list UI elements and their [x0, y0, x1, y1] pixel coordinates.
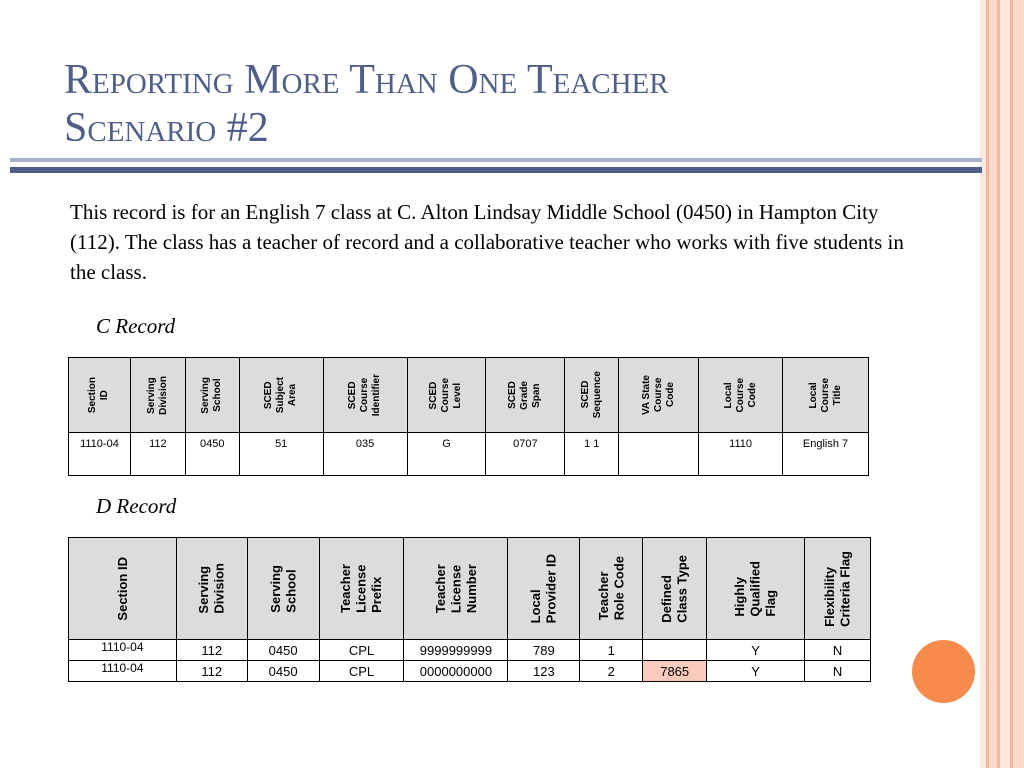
d-data-cell: CPL	[319, 640, 404, 661]
d-data-cell: 0450	[247, 661, 319, 682]
d-record-row	[69, 661, 871, 682]
d-header-cell: Section ID	[69, 538, 177, 640]
d-data-cell: 112	[176, 661, 247, 682]
d-record-table	[68, 537, 871, 682]
c-data-cell: English 7	[783, 433, 869, 476]
d-data-cell: 9999999999	[404, 640, 508, 661]
decorative-stripes	[980, 0, 1024, 768]
title-rule-light	[10, 158, 982, 162]
d-data-cell: CPL	[319, 661, 404, 682]
c-header-cell: SCED Course Identifier	[323, 358, 407, 433]
d-header-cell: Teacher License Number	[404, 538, 508, 640]
d-header-cell: Local Provider ID	[508, 538, 580, 640]
c-header-cell: SCED Sequence	[565, 358, 619, 433]
d-header-cell: Highly Qualified Flag	[707, 538, 805, 640]
scenario-description: This record is for an English 7 class at C. Alton Lindsay Middle School (0450) in Hampton City (112). The class has a teacher of record and a collaborative teacher who works with five students in the class.	[70, 200, 904, 284]
title-rule-dark	[10, 167, 982, 173]
slide-title-line2: Scenario #2	[64, 105, 269, 151]
d-data-cell: N	[805, 661, 871, 682]
decorative-orange-circle	[912, 640, 975, 703]
c-data-cell: 035	[323, 433, 407, 476]
c-header-cell: Local Course Title	[783, 358, 869, 433]
d-data-cell: 0450	[247, 640, 319, 661]
d-header-cell: Flexibility Criteria Flag	[805, 538, 871, 640]
slide-title-line1: Reporting More Than One Teacher	[64, 57, 669, 103]
d-data-cell: 123	[508, 661, 580, 682]
c-data-cell: 51	[239, 433, 323, 476]
c-header-cell: VA State Course Code	[619, 358, 699, 433]
c-header-cell: SCED Grade Span	[486, 358, 565, 433]
d-data-cell: 2	[580, 661, 643, 682]
slide-title	[64, 56, 944, 152]
d-data-cell: Y	[707, 661, 805, 682]
c-data-cell	[619, 433, 699, 476]
d-data-cell: 112	[176, 640, 247, 661]
c-data-cell: 112	[130, 433, 185, 476]
d-record-label: D Record	[96, 494, 177, 518]
d-header-cell: Defined Class Type	[643, 538, 707, 640]
d-data-cell: 1110-04	[69, 640, 177, 661]
c-header-cell: Local Course Code	[699, 358, 783, 433]
d-record-header-row	[69, 538, 871, 640]
c-record-label: C Record	[96, 314, 176, 338]
c-data-cell: G	[407, 433, 486, 476]
d-record-row	[69, 640, 871, 661]
c-header-cell: SCED Subject Area	[239, 358, 323, 433]
d-data-cell-highlighted: 7865	[643, 661, 707, 682]
d-data-cell: 0000000000	[404, 661, 508, 682]
d-header-cell: Teacher Role Code	[580, 538, 643, 640]
c-record-table	[68, 357, 869, 476]
c-header-cell: Serving Division	[130, 358, 185, 433]
c-header-cell: Serving School	[185, 358, 239, 433]
d-data-cell: 1	[580, 640, 643, 661]
d-data-cell: 1110-04	[69, 661, 177, 682]
c-data-cell: 0450	[185, 433, 239, 476]
d-header-cell: Serving School	[247, 538, 319, 640]
d-header-cell: Teacher License Prefix	[319, 538, 404, 640]
c-data-cell: 1110	[699, 433, 783, 476]
c-header-cell: SCED Course Level	[407, 358, 486, 433]
c-data-cell: 1 1	[565, 433, 619, 476]
d-header-cell: Serving Division	[176, 538, 247, 640]
c-record-header-row	[69, 358, 869, 433]
d-data-cell: N	[805, 640, 871, 661]
c-header-cell: Section ID	[69, 358, 131, 433]
d-data-cell	[643, 640, 707, 661]
c-data-cell: 0707	[486, 433, 565, 476]
c-data-cell: 1110-04	[69, 433, 131, 476]
d-data-cell: 789	[508, 640, 580, 661]
d-data-cell: Y	[707, 640, 805, 661]
c-record-data-row	[69, 433, 869, 476]
